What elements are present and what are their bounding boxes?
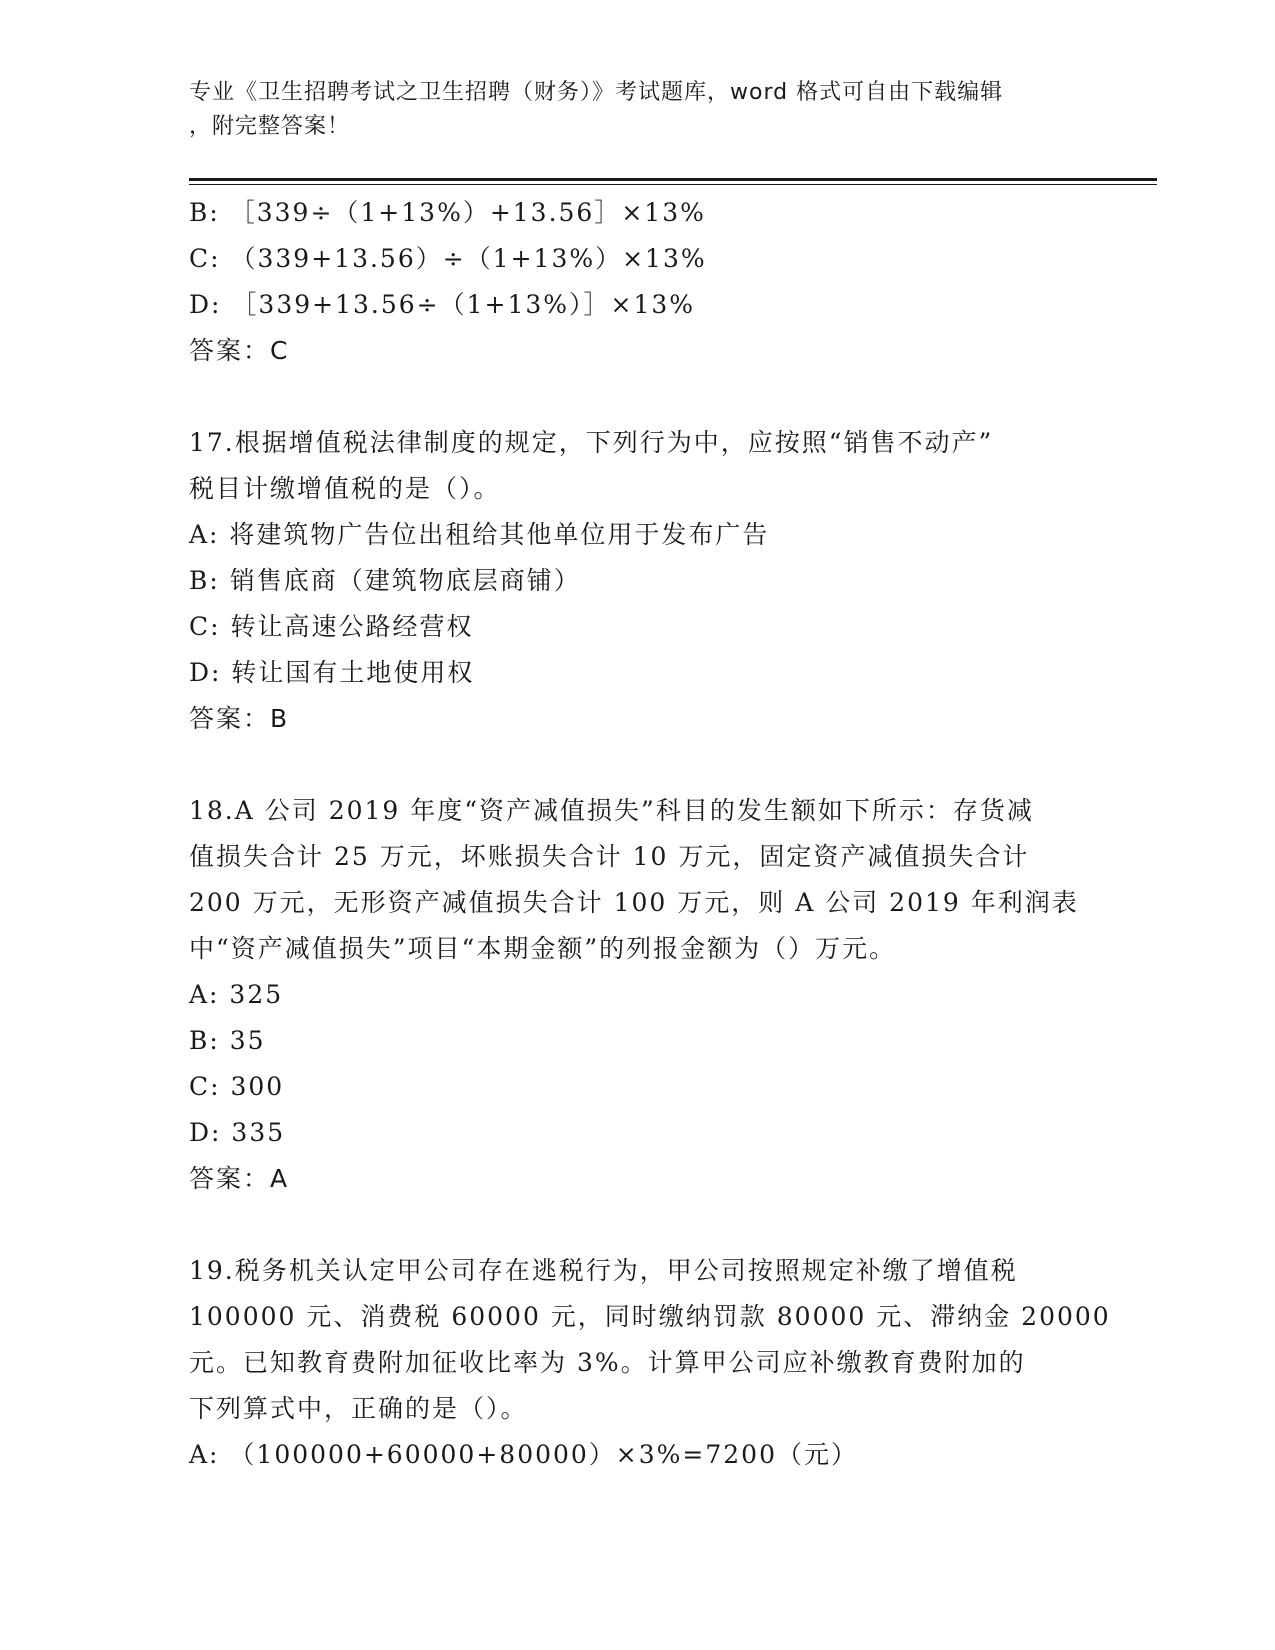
spacer <box>189 1202 1089 1248</box>
header-line-2: ，附完整答案！ <box>189 114 351 139</box>
q17-option-b: B: 销售底商（建筑物底层商铺） <box>189 566 581 595</box>
q17-option-a: A: 将建筑物广告位出租给其他单位用于发布广告 <box>189 520 770 549</box>
document-header <box>189 76 1089 144</box>
q18-option-d: D: 335 <box>189 1118 286 1147</box>
q16-option-c: C: （339+13.56）÷（1+13%）×13% <box>189 244 707 273</box>
q18-option-c: C: 300 <box>189 1072 285 1101</box>
spacer <box>189 374 1089 420</box>
header-rule-thin <box>189 184 1157 185</box>
q16-option-b: B: ［339÷（1+13%）+13.56］×13% <box>189 198 706 227</box>
question-19 <box>189 1248 1111 1478</box>
q18-stem-line-4: 中“资产减值损失”项目“本期金额”的列报金额为（）万元。 <box>189 934 897 963</box>
question-list <box>189 190 1111 1478</box>
q18-stem-line-2: 值损失合计 25 万元，坏账损失合计 10 万元，固定资产减值损失合计 <box>189 842 1030 871</box>
question-17 <box>189 420 1089 742</box>
q17-stem-line-1: 17.根据增值税法律制度的规定，下列行为中，应按照“销售不动产” <box>189 428 994 457</box>
question-16 <box>189 190 1089 374</box>
q18-option-b: B: 35 <box>189 1026 266 1055</box>
question-18 <box>189 788 1089 1202</box>
q19-stem-line-4: 下列算式中，正确的是（）。 <box>189 1394 528 1423</box>
q18-answer: 答案：A <box>189 1164 290 1193</box>
spacer <box>189 742 1089 788</box>
q18-stem-line-3: 200 万元，无形资产减值损失合计 100 万元，则 A 公司 2019 年利润表 <box>189 888 1079 917</box>
q18-stem-line-1: 18.A 公司 2019 年度“资产减值损失”科目的发生额如下所示：存货减 <box>189 796 1034 825</box>
q19-stem-line-1: 19.税务机关认定甲公司存在逃税行为，甲公司按照规定补缴了增值税 <box>189 1256 1018 1285</box>
header-rule-thick <box>189 178 1157 181</box>
q19-stem-line-2: 100000 元、消费税 60000 元，同时缴纳罚款 80000 元、滞纳金 20000 <box>189 1302 1111 1331</box>
q19-option-a: A: （100000+60000+80000）×3%=7200（元） <box>189 1440 858 1469</box>
q17-option-d: D: 转让国有土地使用权 <box>189 658 475 687</box>
header-line-1: 专业《卫生招聘考试之卫生招聘（财务）》考试题库，word 格式可自由下载编辑 <box>189 80 1004 105</box>
q16-answer: 答案：C <box>189 336 290 365</box>
q17-option-c: C: 转让高速公路经营权 <box>189 612 474 641</box>
q19-stem-line-3: 元。已知教育费附加征收比率为 3%。计算甲公司应补缴教育费附加的 <box>189 1348 1026 1377</box>
q17-answer: 答案：B <box>189 704 290 733</box>
q17-stem-line-2: 税目计缴增值税的是（）。 <box>189 474 501 503</box>
q16-option-d: D: ［339+13.56÷（1+13%）］×13% <box>189 290 696 319</box>
q18-option-a: A: 325 <box>189 980 284 1009</box>
